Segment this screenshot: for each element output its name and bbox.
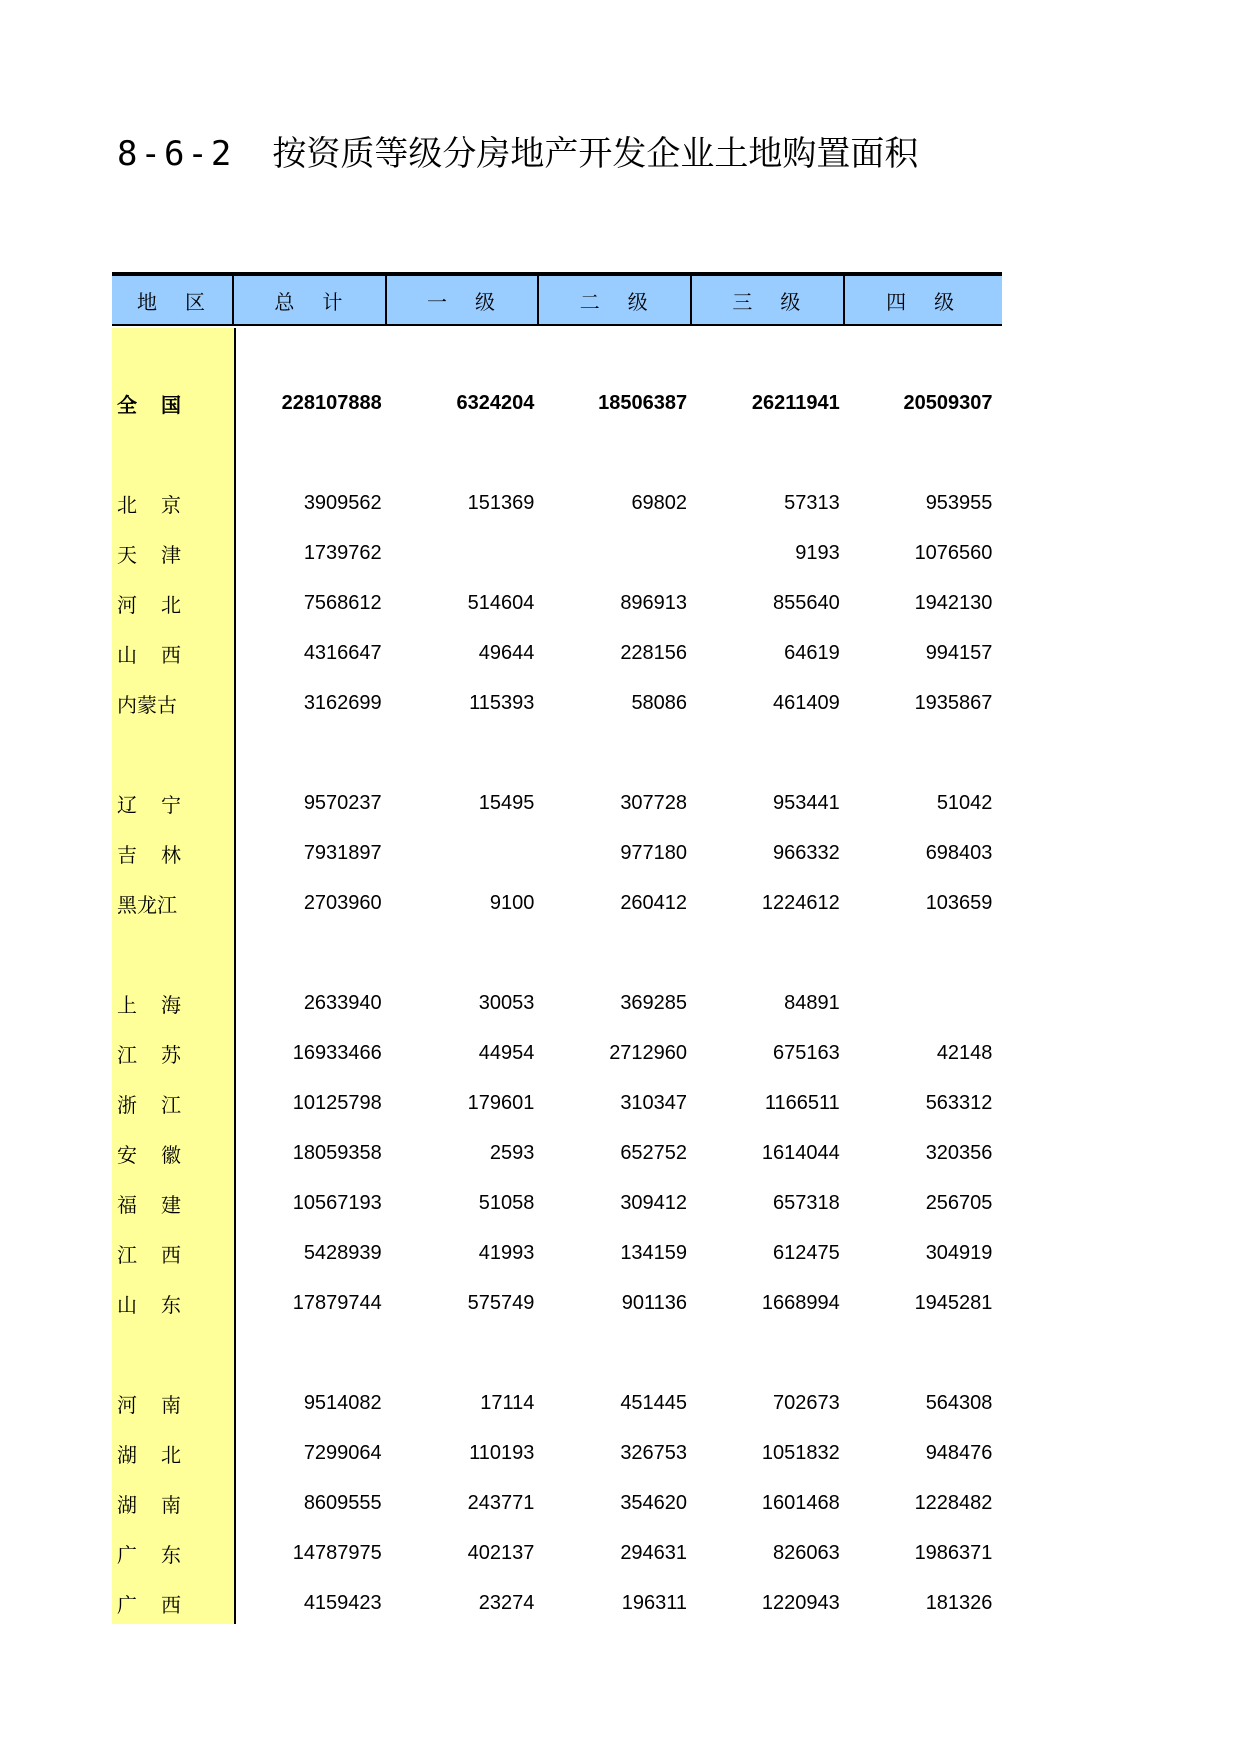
grade3-value: 1614044 [761, 1141, 840, 1164]
grade1-value: 115393 [469, 691, 535, 714]
region-name: 北 京 [117, 492, 181, 517]
grade4-value: 320356 [925, 1141, 993, 1164]
header-grade1: 一 级 [387, 276, 540, 324]
table-row [112, 1028, 1002, 1078]
grade4-value: 948476 [925, 1441, 993, 1464]
grade3-value: 461409 [773, 691, 840, 714]
grade1-value: 179601 [467, 1091, 535, 1114]
table-row [112, 1178, 1002, 1228]
total-value: 10567193 [292, 1191, 382, 1214]
region-name: 山 东 [117, 1292, 181, 1317]
region-name: 江 西 [117, 1242, 181, 1267]
grade4-value: 1228482 [914, 1491, 993, 1514]
region-name: 黑龙江 [117, 892, 177, 917]
grade2-value: 228156 [620, 641, 688, 664]
total-value: 9570237 [303, 791, 382, 814]
grade2-value: 309412 [620, 1191, 688, 1214]
region-name: 广 东 [117, 1542, 181, 1567]
grade2-value: 2712960 [609, 1041, 688, 1064]
grade2-value: 294631 [620, 1541, 688, 1564]
grade2-value: 901136 [621, 1291, 688, 1314]
grade4-value: 994157 [925, 641, 993, 664]
header-grade2: 二 级 [539, 276, 692, 324]
header-total: 总 计 [234, 276, 387, 324]
grade3-value: 1166511 [764, 1091, 840, 1114]
grade4-value: 563312 [925, 1091, 993, 1114]
grade1-value: 243771 [467, 1491, 535, 1514]
grade3-value: 657318 [773, 1191, 840, 1214]
region-name: 浙 江 [117, 1092, 181, 1117]
table-row [112, 978, 1002, 1028]
grade3-value: 57313 [784, 491, 840, 514]
region-name: 吉 林 [117, 842, 181, 867]
grade1-value: 514604 [467, 591, 535, 614]
grade4-value: 698403 [925, 841, 993, 864]
table-row [112, 628, 1002, 678]
grade2-value: 18506387 [598, 391, 688, 414]
grade2-value: 134159 [620, 1241, 688, 1264]
grade4-value: 51042 [936, 791, 993, 814]
grade4-value: 1945281 [914, 1291, 993, 1314]
grade3-value: 1601468 [761, 1491, 840, 1514]
table-row [112, 878, 1002, 928]
region-name: 上 海 [117, 992, 181, 1017]
region-name: 河 北 [117, 592, 181, 617]
grade4-value: 103659 [925, 891, 993, 914]
grade3-value: 612475 [773, 1241, 840, 1264]
grade2-value: 369285 [620, 991, 688, 1014]
total-value: 228107888 [281, 391, 382, 414]
grade1-value: 23274 [478, 1591, 535, 1614]
region-name: 湖 北 [117, 1442, 181, 1467]
grade1-value: 9100 [489, 891, 535, 914]
total-value: 16933466 [292, 1041, 382, 1064]
grade3-value: 64619 [784, 641, 840, 664]
header-region: 地 区 [112, 276, 234, 324]
table-row [112, 1228, 1002, 1278]
region-name: 全 国 [117, 394, 181, 417]
table-header [112, 272, 1002, 326]
table-row [112, 828, 1002, 878]
grade1-value: 17114 [480, 1391, 535, 1414]
grade2-value: 196311 [621, 1591, 688, 1614]
grade1-value: 30053 [478, 991, 535, 1014]
grade1-value: 49644 [478, 641, 535, 664]
table-row [112, 1378, 1002, 1428]
table-row [112, 528, 1002, 578]
grade1-value: 6324204 [456, 391, 535, 414]
grade3-value: 26211941 [751, 391, 840, 414]
region-name: 河 南 [117, 1392, 181, 1417]
grade3-value: 675163 [773, 1041, 840, 1064]
region-name: 江 苏 [117, 1042, 181, 1067]
table-title: 按资质等级分房地产开发企业土地购置面积 [272, 134, 919, 174]
total-value: 7568612 [303, 591, 382, 614]
total-value: 5428939 [303, 1241, 382, 1264]
grade4-value: 953955 [925, 491, 993, 514]
grade3-value: 966332 [773, 841, 840, 864]
grade2-value: 310347 [620, 1091, 688, 1114]
grade2-value: 354620 [620, 1491, 688, 1514]
total-value: 9514082 [303, 1391, 382, 1414]
total-value: 4316647 [303, 641, 382, 664]
table-row [112, 578, 1002, 628]
grade2-value: 652752 [620, 1141, 688, 1164]
total-value: 7931897 [303, 841, 382, 864]
region-name: 广 西 [117, 1592, 181, 1617]
total-value: 10125798 [292, 1091, 382, 1114]
grade3-value: 1051832 [761, 1441, 840, 1464]
grade4-value: 564308 [925, 1391, 993, 1414]
grade3-value: 1220943 [761, 1591, 840, 1614]
grade1-value: 51058 [478, 1191, 535, 1214]
page-title [117, 126, 918, 175]
grade2-value: 307728 [620, 791, 688, 814]
grade2-value: 69802 [631, 491, 688, 514]
total-value: 17879744 [292, 1291, 382, 1314]
region-name: 辽 宁 [117, 792, 181, 817]
grade4-value: 42148 [936, 1041, 993, 1064]
grade3-value: 855640 [773, 591, 840, 614]
table-row [112, 1528, 1002, 1578]
grade2-value: 451445 [620, 1391, 688, 1414]
grade3-value: 84891 [784, 991, 840, 1014]
table-row [112, 1078, 1002, 1128]
table-number: 8-6-2 [117, 134, 235, 174]
total-value: 4159423 [303, 1591, 382, 1614]
grade1-value: 110193 [469, 1441, 535, 1464]
total-value: 2633940 [303, 991, 382, 1014]
total-value: 8609555 [303, 1491, 382, 1514]
table-row [112, 1478, 1002, 1528]
region-name: 福 建 [117, 1192, 181, 1217]
grade1-value: 15495 [478, 791, 535, 814]
table-row [112, 1278, 1002, 1328]
grade1-value: 402137 [467, 1541, 535, 1564]
region-name: 天 津 [117, 542, 181, 567]
grade4-value: 256705 [925, 1191, 993, 1214]
grade4-value: 1076560 [914, 541, 993, 564]
grade1-value: 44954 [478, 1041, 535, 1064]
grade4-value: 1986371 [914, 1541, 993, 1564]
grade4-value: 304919 [925, 1241, 993, 1264]
table-row [112, 1428, 1002, 1478]
total-value: 3162699 [303, 691, 382, 714]
total-value: 7299064 [303, 1441, 382, 1464]
grade1-value: 575749 [467, 1291, 535, 1314]
region-name: 湖 南 [117, 1492, 181, 1517]
grade4-value: 20509307 [903, 391, 993, 414]
total-value: 1739762 [303, 541, 382, 564]
table-row [112, 478, 1002, 528]
total-value: 18059358 [292, 1141, 382, 1164]
grade1-value: 41993 [478, 1241, 535, 1264]
table-row [112, 1128, 1002, 1178]
grade2-value: 260412 [620, 891, 688, 914]
grade4-value: 181326 [925, 1591, 993, 1614]
total-value: 3909562 [303, 491, 382, 514]
grade4-value: 1942130 [914, 591, 993, 614]
grade2-value: 896913 [620, 591, 688, 614]
grade1-value: 151369 [467, 491, 535, 514]
total-value: 14787975 [292, 1541, 382, 1564]
grade3-value: 1224612 [761, 891, 840, 914]
grade3-value: 9193 [795, 541, 840, 564]
grade2-value: 977180 [620, 841, 688, 864]
grade3-value: 702673 [773, 1391, 840, 1414]
region-name: 山 西 [117, 642, 181, 667]
grade2-value: 326753 [620, 1441, 688, 1464]
region-name: 安 徽 [117, 1142, 181, 1167]
region-name: 内蒙古 [117, 692, 177, 717]
grade1-value: 2593 [489, 1141, 535, 1164]
table-row [112, 1578, 1002, 1628]
header-grade3: 三 级 [692, 276, 845, 324]
grade2-value: 58086 [631, 691, 688, 714]
header-grade4: 四 级 [886, 289, 957, 314]
table-row [112, 378, 1002, 428]
grade3-value: 953441 [773, 791, 840, 814]
total-value: 2703960 [303, 891, 382, 914]
grade3-value: 1668994 [761, 1291, 840, 1314]
table-row [112, 678, 1002, 728]
grade4-value: 1935867 [914, 691, 993, 714]
grade3-value: 826063 [773, 1541, 840, 1564]
table-row [112, 778, 1002, 828]
